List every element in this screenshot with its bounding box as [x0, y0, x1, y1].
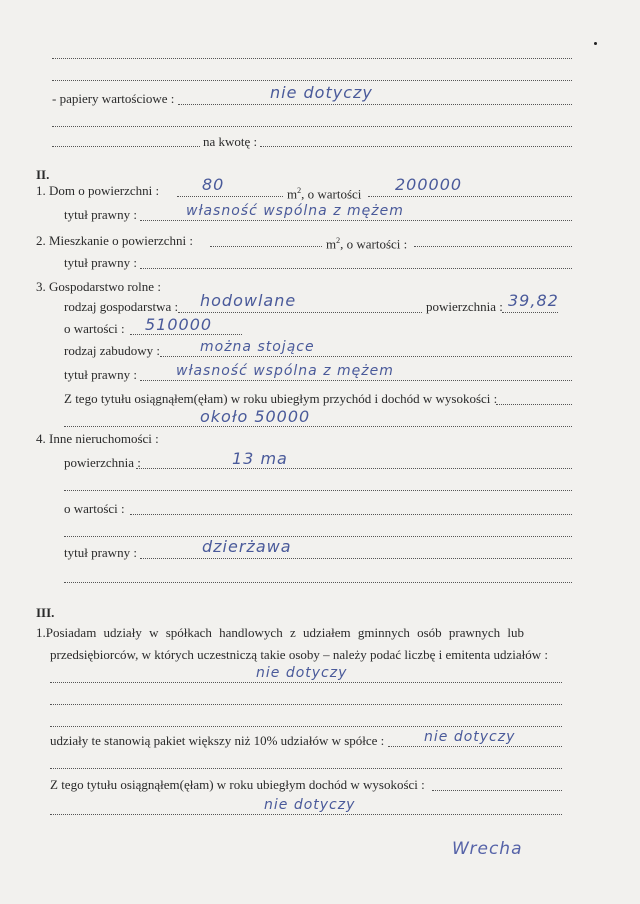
signature: Wrecha [452, 839, 523, 859]
packet-label: udziały te stanowią pakiet większy niż 10% udziałów w spółce : [50, 733, 385, 748]
shares-text-2: przedsiębiorców, w których uczestniczą takie osoby – należy podać liczbę i emitenta udziałów : [50, 647, 549, 662]
flat-value-line [414, 246, 572, 247]
blank-line [50, 726, 562, 727]
blank-line [64, 490, 572, 491]
farm-value-label: o wartości : [64, 321, 125, 336]
house-value-line [368, 196, 572, 197]
amount-line [260, 146, 572, 147]
house-title-label: tytuł prawny : [64, 207, 137, 222]
farm-title: własność wspólna z mężem [176, 363, 394, 379]
income-value: nie dotyczy [264, 797, 356, 813]
blank-line [64, 536, 572, 537]
other-title-line [140, 558, 572, 559]
other-area-line [136, 468, 572, 469]
farm-buildings-line [160, 356, 572, 357]
shares-value: nie dotyczy [256, 665, 348, 681]
house-label: 1. Dom o powierzchni : [36, 183, 160, 198]
farm-title-label: tytuł prawny : [64, 367, 137, 382]
shares-text-1: 1.Posiadam udziały w spółkach handlowych z udziałem gminnych osób prawnych lub [36, 625, 525, 640]
farm-title-line [140, 380, 572, 381]
other-title: dzierżawa [202, 537, 292, 556]
farm-buildings: można stojące [200, 339, 315, 355]
shares-line [50, 682, 562, 683]
income-line-2 [50, 814, 562, 815]
blank-line [52, 80, 572, 81]
other-title-label: tytuł prawny : [64, 545, 137, 560]
house-area-line [177, 196, 283, 197]
house-title: własność wspólna z mężem [186, 203, 404, 219]
other-area-label: powierzchnia : [64, 455, 141, 470]
other-value-label: o wartości : [64, 501, 125, 516]
amount-prefix-line [52, 146, 200, 147]
farm-buildings-label: rodzaj zabudowy : [64, 343, 161, 358]
securities-label: - papiery wartościowe : [52, 91, 175, 106]
farm-label: 3. Gospodarstwo rolne : [36, 279, 161, 294]
blank-line [50, 704, 562, 705]
farm-income: około 50000 [200, 407, 311, 426]
flat-area-line [210, 246, 322, 247]
packet-line [388, 746, 562, 747]
farm-area-line [502, 312, 558, 313]
blank-line [50, 768, 562, 769]
flat-title-line [140, 268, 572, 269]
packet-value: nie dotyczy [424, 729, 516, 745]
income-line [432, 790, 562, 791]
house-unit: $m^2$, o wartości [287, 186, 362, 202]
blank-line [64, 582, 572, 583]
securities-value: nie dotyczy [270, 83, 373, 102]
other-value-line [130, 514, 572, 515]
house-area: 80 [202, 175, 225, 194]
farm-income-label: Z tego tytułu osiągnąłem(ęłam) w roku ubiegłym przychód i dochód w wysokości : [64, 391, 498, 406]
blank-line [52, 58, 572, 59]
farm-type-line [178, 312, 422, 313]
farm-area-label: powierzchnia : [426, 299, 503, 314]
section-ii-heading: II. [36, 167, 50, 182]
farm-value: 510000 [145, 315, 213, 334]
other-area: 13 ma [232, 449, 288, 468]
farm-value-line [130, 334, 242, 335]
blank-line [52, 126, 572, 127]
flat-unit: $m^2$, o wartości : [326, 236, 408, 252]
house-value: 200000 [395, 175, 463, 194]
farm-type-label: rodzaj gospodarstwa : [64, 299, 179, 314]
amount-label: na kwotę : [203, 134, 258, 149]
farm-type: hodowlane [200, 291, 297, 310]
farm-area: 39,82 [508, 291, 559, 310]
flat-title-label: tytuł prawny : [64, 255, 137, 270]
securities-line [178, 104, 572, 105]
house-title-line [140, 220, 572, 221]
section-iii-heading: III. [36, 605, 55, 620]
flat-label: 2. Mieszkanie o powierzchni : [36, 233, 194, 248]
farm-income-line [496, 404, 572, 405]
other-label: 4. Inne nieruchomości : [36, 431, 159, 446]
ink-dot [594, 42, 597, 45]
farm-income-line-2 [64, 426, 572, 427]
income-label: Z tego tytułu osiągnąłem(ęłam) w roku ubiegłym dochód w wysokości : [50, 777, 425, 792]
